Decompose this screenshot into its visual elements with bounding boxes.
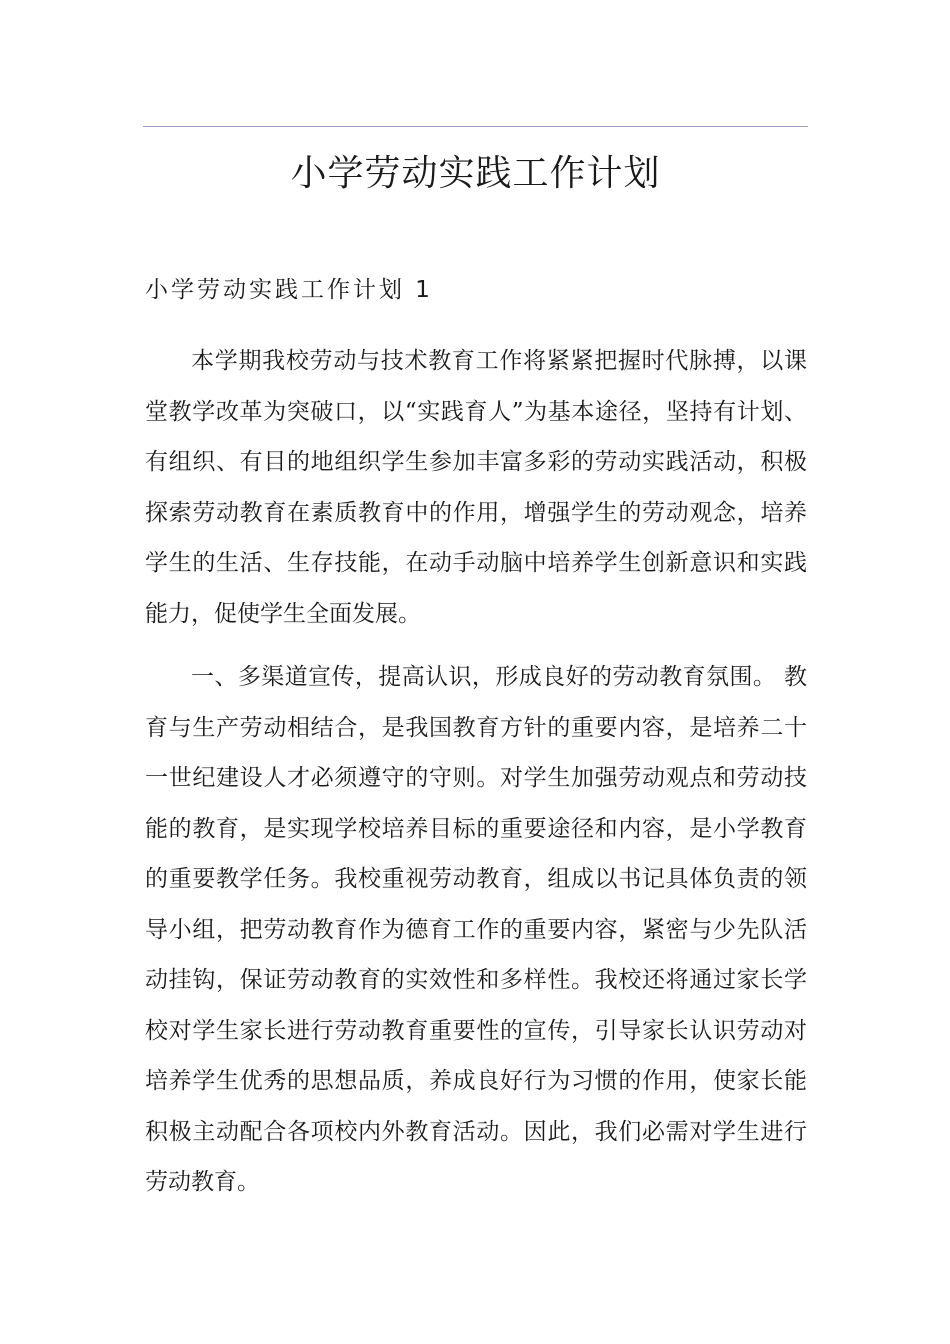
body-paragraph: 本学期我校劳动与技术教育工作将紧紧把握时代脉搏，以课堂教学改革为突破口，以“实践育人”为基本途径，坚持有计划、有组织、有目的地组织学生参加丰富多彩的劳动实践活动，积极探索劳动教育在素质教育中的作用，增强学生的劳动观念，培养学生的生活、生存技能，在动手动脑中培养学生创新意识和实践能力，促使学生全面发展。 <box>145 348 807 627</box>
body-paragraph: 一、多渠道宣传，提高认识，形成良好的劳动教育氛围。 教育与生产劳动相结合，是我国教育方针的重要内容，是培养二十一世纪建设人才必须遵守的守则。对学生加强劳动观点和劳动技能的教育，是实现学校培养目标的重要途径和内容，是小学教育的重要教学任务。我校重视劳动教育，组成以书记具体负责的领导小组，把劳动教育作为德育工作的重要内容，紧密与少先队活动挂钩，保证劳动教育的实效性和多样性。我校还将通过家长学校对学生家长进行劳动教育重要性的宣传，引导家长认识劳动对培养学生优秀的思想品质，养成良好行为习惯的作用，使家长能积极主动配合各项校内外教育活动。因此，我们必需对学生进行劳动教育。 <box>145 664 807 1195</box>
header-rule <box>143 126 808 127</box>
section-heading: 小学劳动实践工作计划 1 <box>145 277 433 303</box>
document-title: 小学劳动实践工作计划 <box>290 153 661 194</box>
